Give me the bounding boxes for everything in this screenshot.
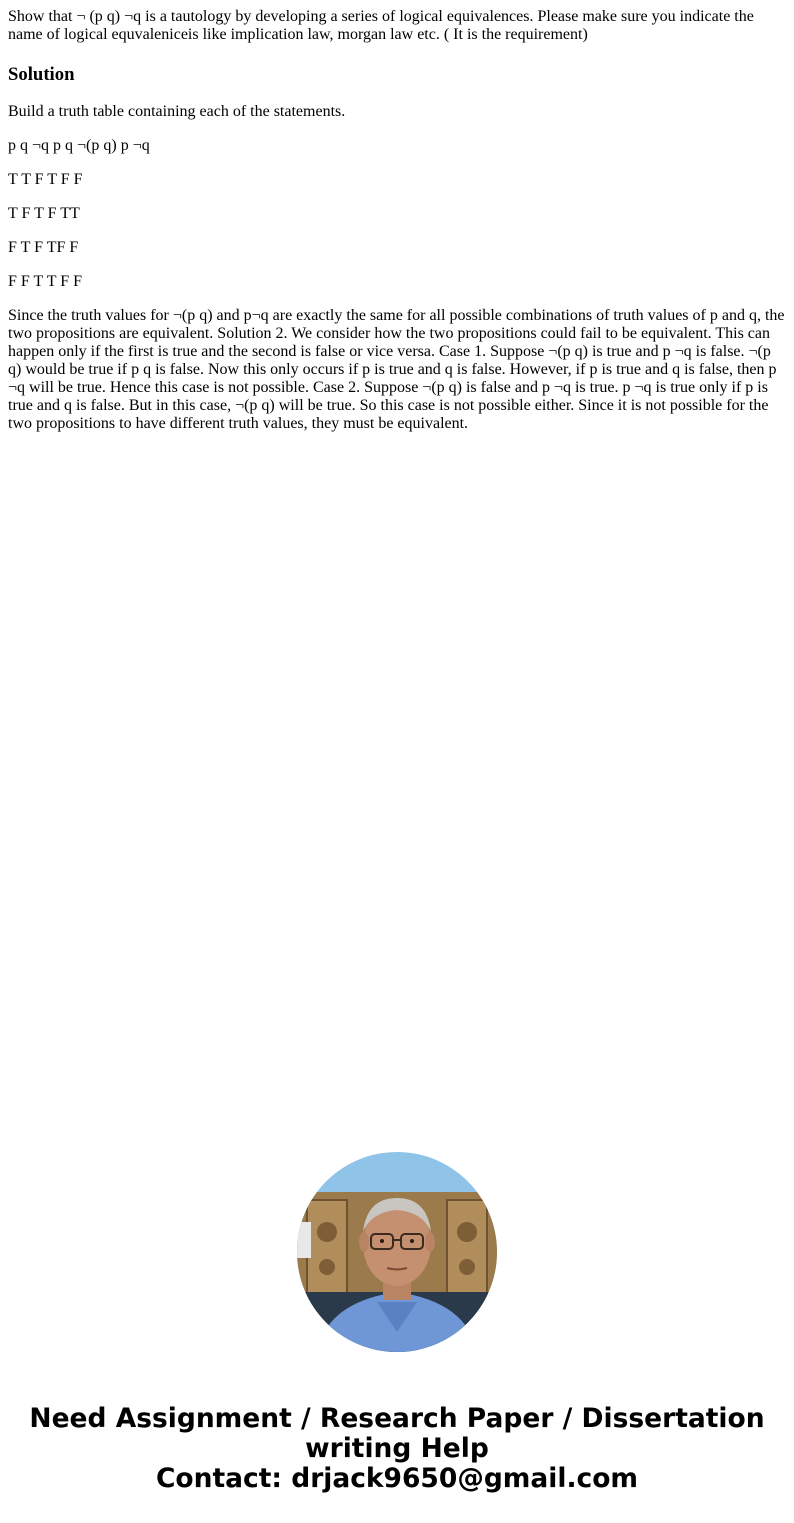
truth-table-header-row: p q ¬q p q ¬(p q) p ¬q xyxy=(8,137,150,154)
document-body xyxy=(0,0,794,433)
promo-line-1: Need Assignment / Research Paper / Dissertation xyxy=(29,1403,765,1434)
promo-section xyxy=(0,1152,794,1494)
solution-heading: Solution xyxy=(8,64,75,85)
truth-table-row: F F T T F F xyxy=(8,273,82,290)
truth-table-row: F T F TF F xyxy=(8,239,79,256)
question-text: Show that ¬ (p q) ¬q is a tautology by developing a series of logical equivalences. Please make sure you indicate the name of logical equvaleniceis like implication law, morgan law etc. ( It is the requirement) xyxy=(8,8,754,43)
truth-table-row: T F T F TT xyxy=(8,205,80,222)
promo-line-2: writing Help xyxy=(305,1433,489,1464)
promo-text xyxy=(0,1404,794,1494)
promo-contact-line: Contact: drjack9650@gmail.com xyxy=(155,1463,639,1494)
explanation-text: Since the truth values for ¬(p q) and p¬q are exactly the same for all possible combinations of truth values of p and q, the two propositions are equivalent. Solution 2. We consider how the two propositions could fail to be equivalent. This can happen only if the first is true and the second is false or vice versa. Case 1. Suppose ¬(p q) is true and p ¬q is false. ¬(p q) would be true if p q is false. Now this only occurs if p is true and q is false. However, if p is true and q is false, then p ¬q will be true. Hence this case is not possible. Case 2. Suppose ¬(p q) is false and p ¬q is true. p ¬q is true only if p is true and q is false. But in this case, ¬(p q) will be true. So this case is not possible either. Since it is not possible for the two propositions to have different truth values, they must be equivalent. xyxy=(8,307,785,432)
intro-text: Build a truth table containing each of the statements. xyxy=(8,103,346,120)
author-avatar xyxy=(297,1152,497,1352)
truth-table-row: T T F T F F xyxy=(8,171,83,188)
